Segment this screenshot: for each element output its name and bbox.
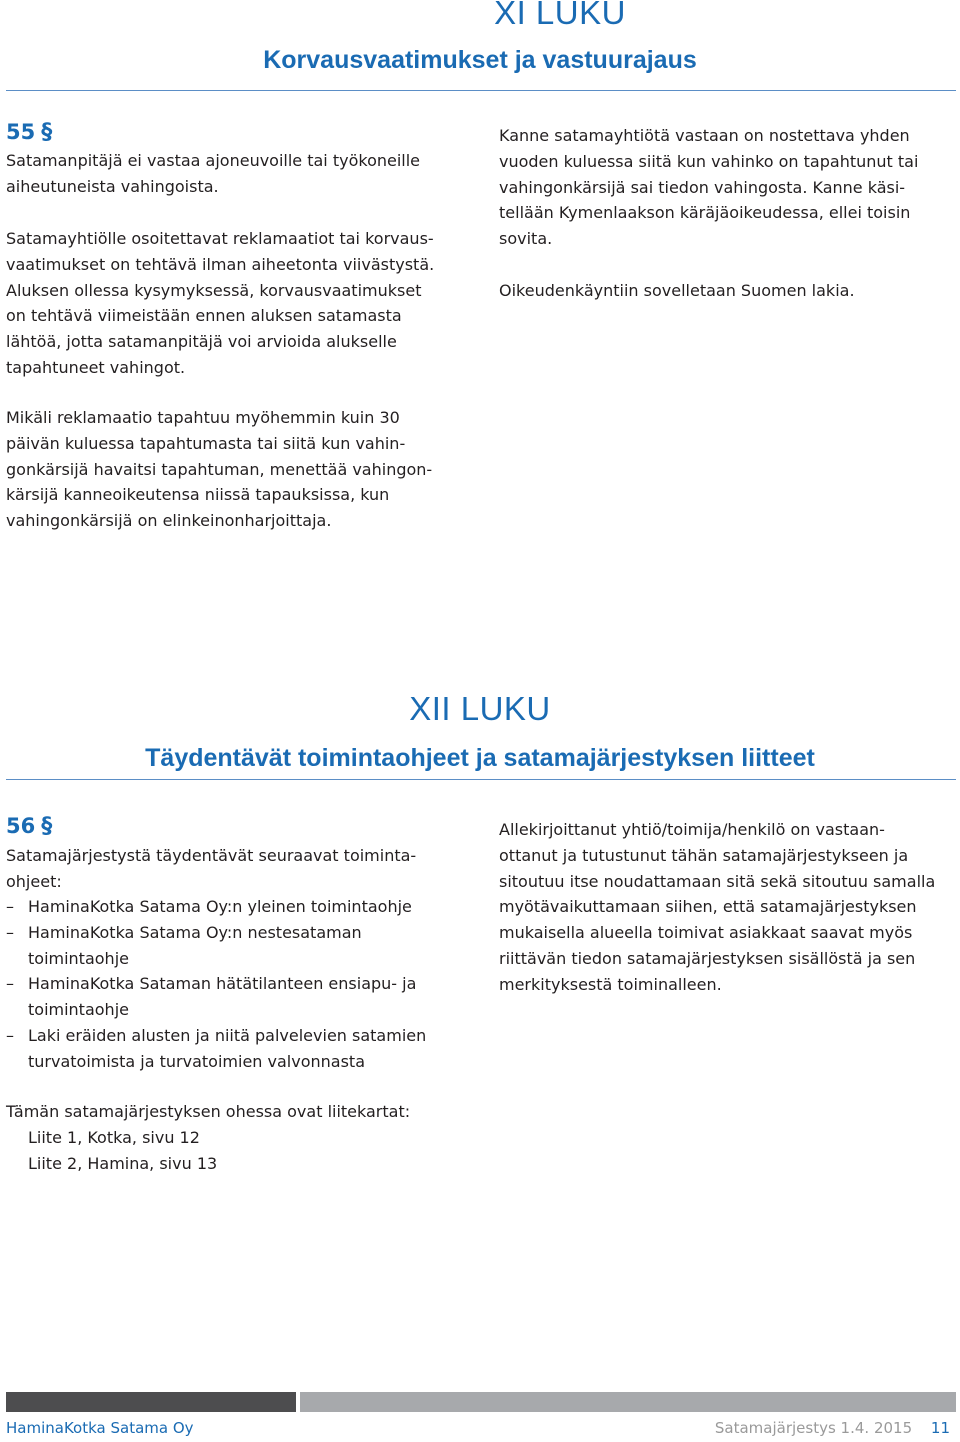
footer-company: HaminaKotka Satama Oy [6, 1419, 194, 1437]
dash-bullet: – [6, 897, 14, 916]
guideline-list [6, 894, 476, 1075]
section-symbol: § [41, 814, 53, 839]
chapter-11-rule [6, 90, 956, 91]
section-55-paragraph-1: Satamanpitäjä ei vastaa ajoneuvoille tai työkoneille aiheutuneista vahingoista. [6, 151, 421, 196]
attachment-item: Liite 2, Hamina, sivu 13 [28, 1154, 218, 1173]
chapter-12-number: XII LUKU [409, 690, 551, 727]
section-number: 56 [6, 814, 36, 838]
list-item-text: HaminaKotka Satama Oy:n nestesataman toimintaohje [28, 922, 362, 968]
attachment-item: Liite 1, Kotka, sivu 12 [28, 1128, 200, 1147]
list-item-text: HaminaKotka Sataman hätätilanteen ensiapu- ja toimintaohje [28, 974, 417, 1020]
list-item [6, 1023, 476, 1075]
section-56-intro: Satamajärjestystä täydentävät seuraavat toiminta- ohjeet: [6, 846, 417, 891]
section-symbol: § [41, 120, 53, 145]
footer-document: Satamajärjestys 1.4. 2015 [714, 1419, 913, 1437]
dash-bullet: – [6, 1025, 14, 1045]
page-number: 11 [930, 1419, 950, 1437]
chapter-12-title: Täydentävät toimintaohjeet ja satamajärjestyksen liitteet [145, 744, 815, 772]
section-55-right-paragraph-2: Oikeudenkäyntiin sovelletaan Suomen lakia. [499, 281, 855, 300]
list-item-text: Laki eräiden alusten ja niitä palvelevien satamien turvatoimista ja turvatoimien valvonnasta [28, 1025, 427, 1071]
footer-document-info [715, 1419, 950, 1437]
dash-bullet: – [6, 922, 14, 942]
section-56-heading [6, 814, 52, 839]
section-55-heading [6, 120, 52, 145]
section-number: 55 [6, 120, 36, 144]
attachments-intro: Tämän satamajärjestyksen ohessa ovat liitekartat: [6, 1102, 411, 1121]
list-item [6, 971, 476, 1023]
chapter-12-rule [6, 779, 956, 780]
footer-bar-light [300, 1392, 956, 1412]
section-55-right-paragraph-1: Kanne satamayhtiötä vastaan on nostettava yhden vuoden kuluessa siitä kun vahinko on tapahtunut tai vahingonkärsijä sai tiedon vahingosta. Kanne käsi- tellään Kymenlaakson käräjäoikeudessa, ellei toisin sovita. [499, 126, 919, 249]
section-55-paragraph-2: Satamayhtiölle osoitettavat reklamaatiot tai korvaus- vaatimukset on tehtävä ilman aiheetonta viivästystä. Aluksen ollessa kysymyksessä, korvausvaatimukset on tehtävä viimeistään ennen aluksen satamasta lähtöä, jotta satamanpitäjä voi arvioida alukselle tapahtuneet vahingot. [6, 229, 435, 377]
chapter-11-title: Korvausvaatimukset ja vastuurajaus [263, 46, 697, 74]
list-item [6, 920, 476, 972]
list-item [6, 894, 476, 920]
chapter-11-number: XI LUKU [494, 0, 626, 31]
footer-bar-dark [6, 1392, 296, 1412]
section-56-right-paragraph: Allekirjoittanut yhtiö/toimija/henkilö on vastaan- ottanut ja tutustunut tähän satamajärjestykseen ja sitoutuu itse noudattamaan sitä sekä sitoutuu samalla myötävaikuttamaan siihen, että satamajärjestyksen mukaisella alueella toimivat asiakkaat saavat myös riittävän tiedon satamajärjestyksen sisällöstä ja sen merkityksestä toiminalleen. [499, 820, 936, 994]
section-55-paragraph-3: Mikäli reklamaatio tapahtuu myöhemmin kuin 30 päivän kuluessa tapahtumasta tai siitä kun vahin- gonkärsijä havaitsi tapahtuman, menettää vahingon- kärsijä kanneoikeutensa niissä tapauksissa, kun vahingonkärsijä on elinkeinonharjoittaja. [6, 408, 433, 531]
list-item-text: HaminaKotka Satama Oy:n yleinen toimintaohje [28, 897, 412, 916]
dash-bullet: – [6, 974, 14, 994]
